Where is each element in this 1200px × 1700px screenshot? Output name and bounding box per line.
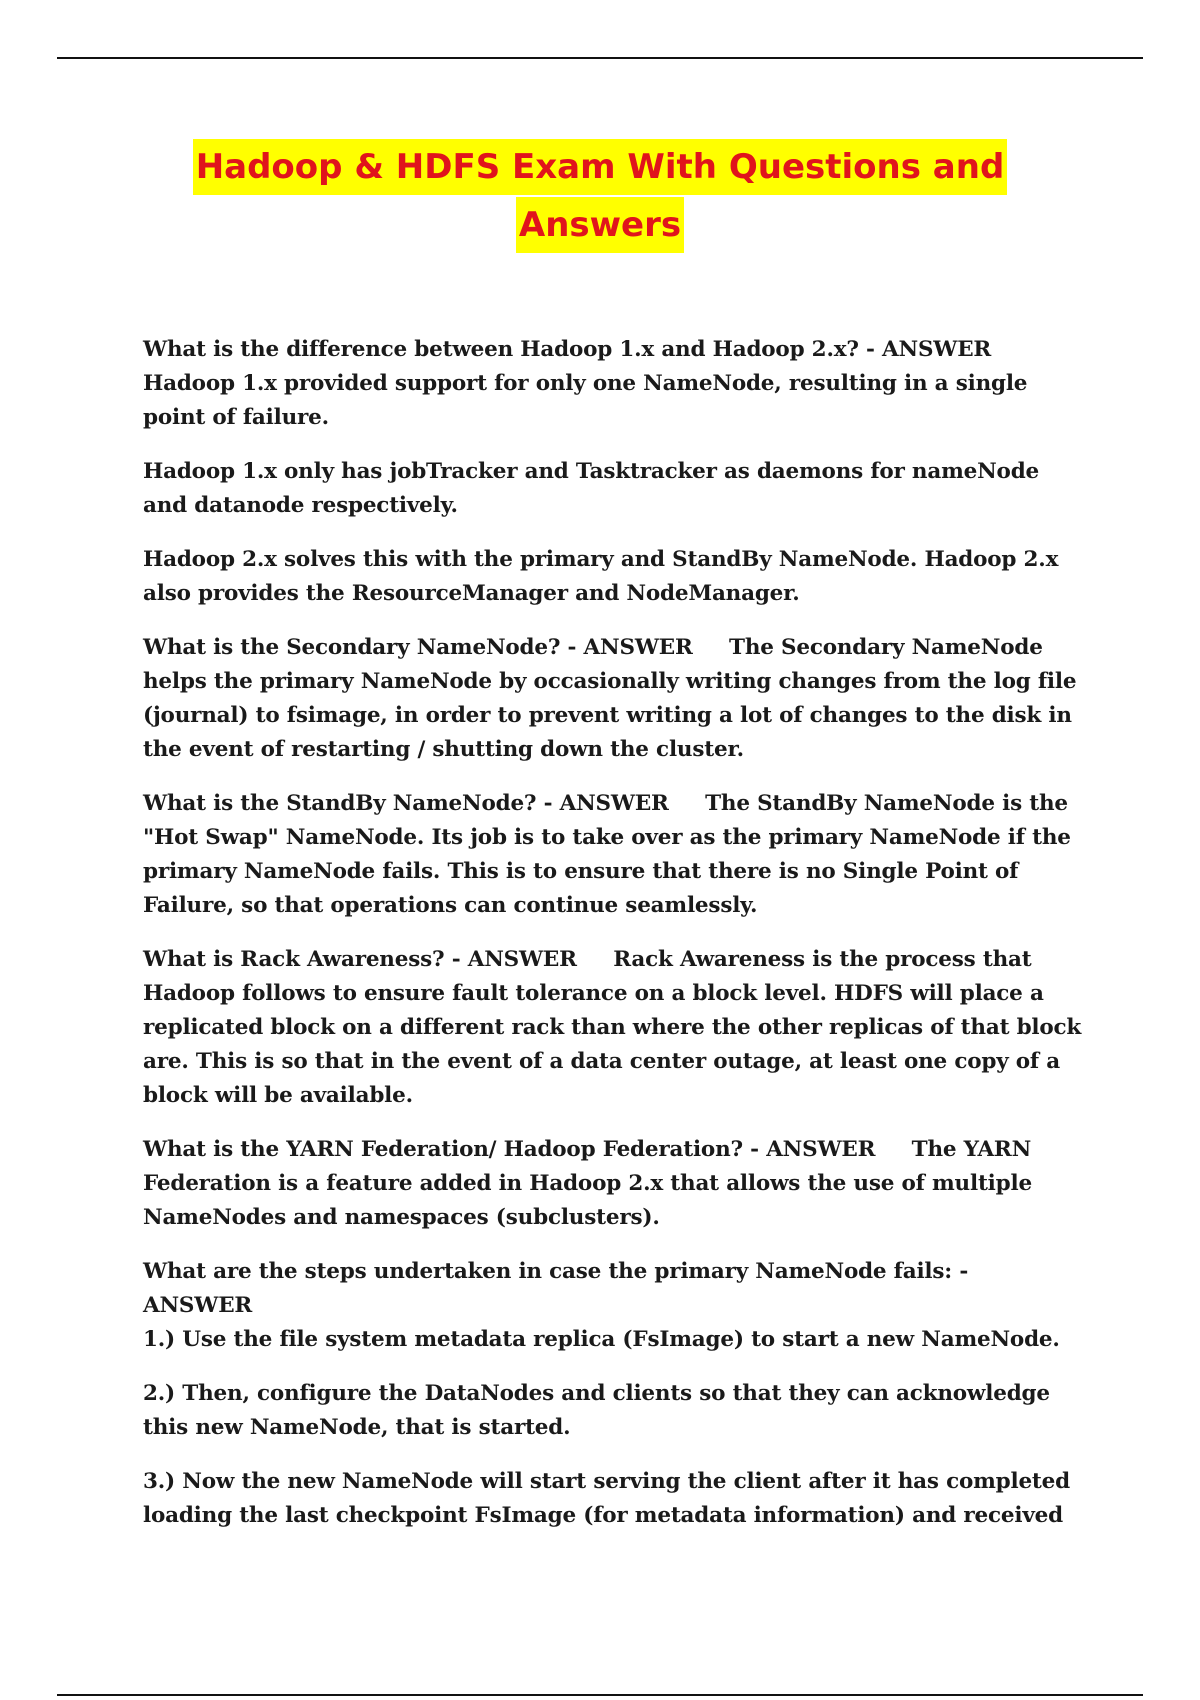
paragraph-q5: What is the YARN Federation/ Hadoop Federation? - ANSWER The YARN Federation is a feature added in Hadoop 2.x that allows the use of multiple NameNodes and namespaces (subclusters). bbox=[143, 1137, 1040, 1230]
paragraph-q1-cont-2: Hadoop 2.x solves this with the primary and StandBy NameNode. Hadoop 2.x also provides the ResourceManager and NodeManager. bbox=[143, 547, 1066, 606]
page-title bbox=[0, 139, 1200, 253]
paragraph-q6: What are the steps undertaken in case the primary NameNode fails: - ANSWER 1.) Use the file system metadata replica (FsImage) to start a new NameNode. bbox=[143, 1259, 1060, 1352]
paragraph-q1-cont-1: Hadoop 1.x only has jobTracker and Tasktracker as daemons for nameNode and datanode respectively. bbox=[143, 459, 1047, 518]
bottom-rule bbox=[57, 1694, 1143, 1696]
paragraph-q2: What is the Secondary NameNode? - ANSWER The Secondary NameNode helps the primary NameNode by occasionally writing changes from the log file (journal) to fsimage, in order to prevent writing a lot of changes to the disk in the event of restarting / shutting down the cluster. bbox=[143, 635, 1084, 762]
title-line-1: Hadoop & HDFS Exam With Questions and bbox=[193, 139, 1008, 195]
paragraph-q6-step-3: 3.) Now the new NameNode will start serving the client after it has completed loading the last checkpoint FsImage (for metadata information) and received bbox=[143, 1469, 1078, 1528]
paragraph-q6-step-2: 2.) Then, configure the DataNodes and clients so that they can acknowledge this new NameNode, that is started. bbox=[143, 1381, 1058, 1440]
top-rule bbox=[57, 57, 1143, 59]
document-body bbox=[143, 333, 1089, 1553]
paragraph-q4: What is Rack Awareness? - ANSWER Rack Awareness is the process that Hadoop follows to ensure fault tolerance on a block level. HDFS will place a replicated block on a different rack than where the other replicas of that block are. This is so that in the event of a data center outage, at least one copy of a block will be available. bbox=[143, 947, 1089, 1108]
paragraph-q1: What is the difference between Hadoop 1.x and Hadoop 2.x? - ANSWER Hadoop 1.x provided support for only one NameNode, resulting in a single point of failure. bbox=[143, 337, 1035, 430]
paragraph-q3: What is the StandBy NameNode? - ANSWER The StandBy NameNode is the "Hot Swap" NameNode. Its job is to take over as the primary NameNode if the primary NameNode fails. This is to ensure that there is no Single Point of Failure, so that operations can continue seamlessly. bbox=[143, 791, 1079, 918]
title-line-2: Answers bbox=[516, 197, 684, 253]
